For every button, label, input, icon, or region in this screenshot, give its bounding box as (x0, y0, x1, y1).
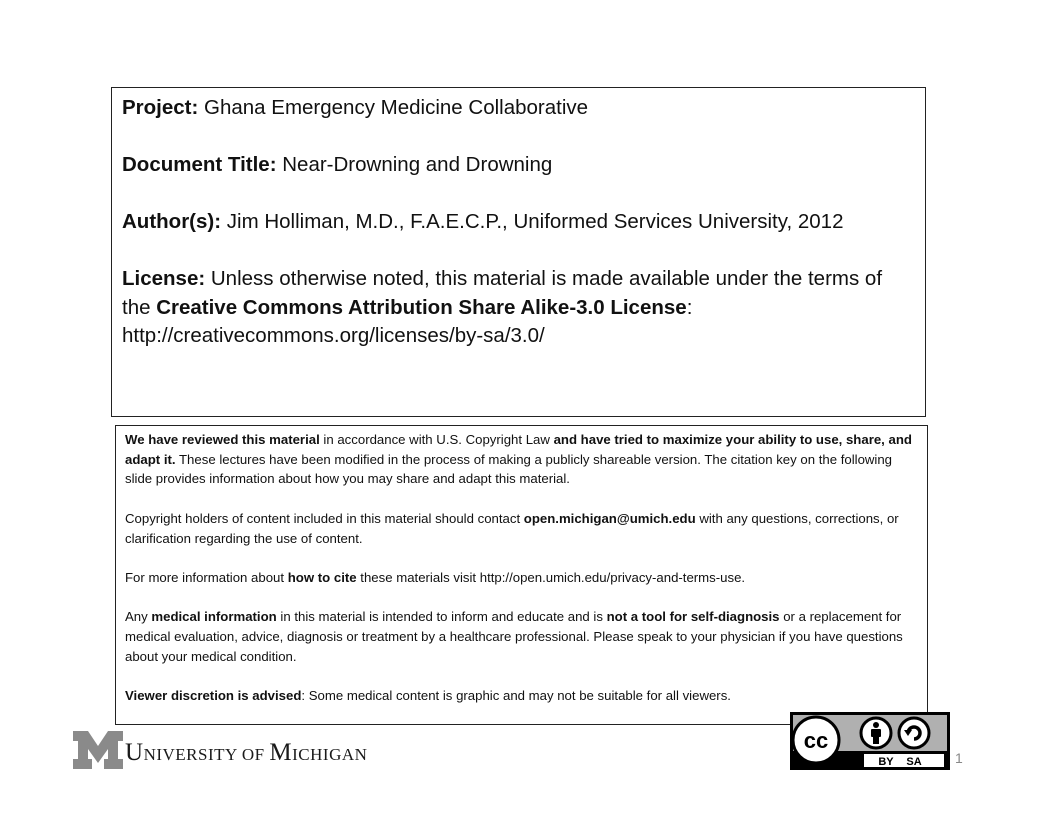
notice-bold-text: medical information (151, 609, 277, 625)
notice-paragraph-cite (125, 568, 917, 588)
notice-paragraph-contact (125, 509, 917, 548)
contact-email[interactable]: open.michigan@umich.edu (523, 510, 696, 526)
notice-text: in accordance with U.S. Copyright Law (323, 432, 550, 447)
notice-paragraph-review (125, 430, 917, 489)
university-of-michigan-logo (73, 730, 367, 770)
notice-bold-text: Viewer discretion is advised (125, 688, 302, 704)
notice-text: these materials visit http://open.umich.edu/privacy-and-terms-use. (360, 569, 746, 585)
notice-bold-text: and have tried to maximize your ability to use, share, and adapt it. (125, 432, 912, 467)
notice-text: with any questions, corrections, or clarification regarding the use of content. (125, 510, 899, 546)
notice-text: For more information about (125, 569, 285, 585)
notice-bold-text: not a tool for self-diagnosis (606, 609, 780, 625)
document-title-line (122, 151, 915, 180)
notice-text: or a replacement for medical evaluation, advice, diagnosis or treatment by a healthcare professional. Please speak to your physician if you have questions about your medical condition. (125, 609, 903, 664)
license-line (122, 265, 915, 351)
authors-value: Jim Holliman, M.D., F.A.E.C.P., Uniformed Services University, 2012 (226, 210, 844, 233)
cc-by-sa-badge-icon (790, 712, 950, 770)
license-text: Unless otherwise noted, this material is made available under the terms of the (122, 267, 883, 319)
license-name: Creative Commons Attribution Share Alike-3.0 License (156, 295, 687, 319)
project-label: Project: (122, 96, 199, 119)
notice-text: in this material is intended to inform and educate and is (280, 609, 603, 625)
notice-box (115, 425, 928, 725)
notice-paragraph-discretion (125, 686, 917, 706)
cc-by-label: BY (878, 756, 894, 768)
notice-paragraph-medical (125, 607, 917, 666)
notice-bold-text: We have reviewed this material (125, 432, 320, 447)
block-m-icon (73, 731, 123, 769)
project-value: Ghana Emergency Medicine Collaborative (204, 96, 589, 119)
notice-text: Any (125, 609, 148, 625)
notice-text: These lectures have been modified in the process of making a publicly shareable version. The citation key on the following slide provides information about how you may share and adapt this material. (125, 451, 893, 487)
university-wordmark: UNIVERSITY OF MICHIGAN (125, 739, 368, 766)
svg-text:cc: cc (803, 728, 829, 753)
license-colon: : (686, 295, 693, 319)
license-label: License: (122, 267, 206, 290)
attribution-box (111, 87, 926, 417)
document-title-label: Document Title: (122, 153, 277, 176)
notice-bold-text: how to cite (287, 569, 357, 585)
document-title-value: Near-Drowning and Drowning (282, 153, 553, 176)
project-line (122, 94, 915, 123)
license-url[interactable]: http://creativecommons.org/licenses/by-sa/3.0/ (122, 324, 545, 347)
cc-sa-label: SA (906, 756, 922, 768)
notice-text: Copyright holders of content included in this material should contact (125, 510, 521, 526)
page-number: 1 (955, 750, 963, 766)
notice-text: : Some medical content is graphic and may not be suitable for all viewers. (301, 688, 731, 704)
authors-line (122, 208, 915, 237)
authors-label: Author(s): (122, 210, 222, 233)
